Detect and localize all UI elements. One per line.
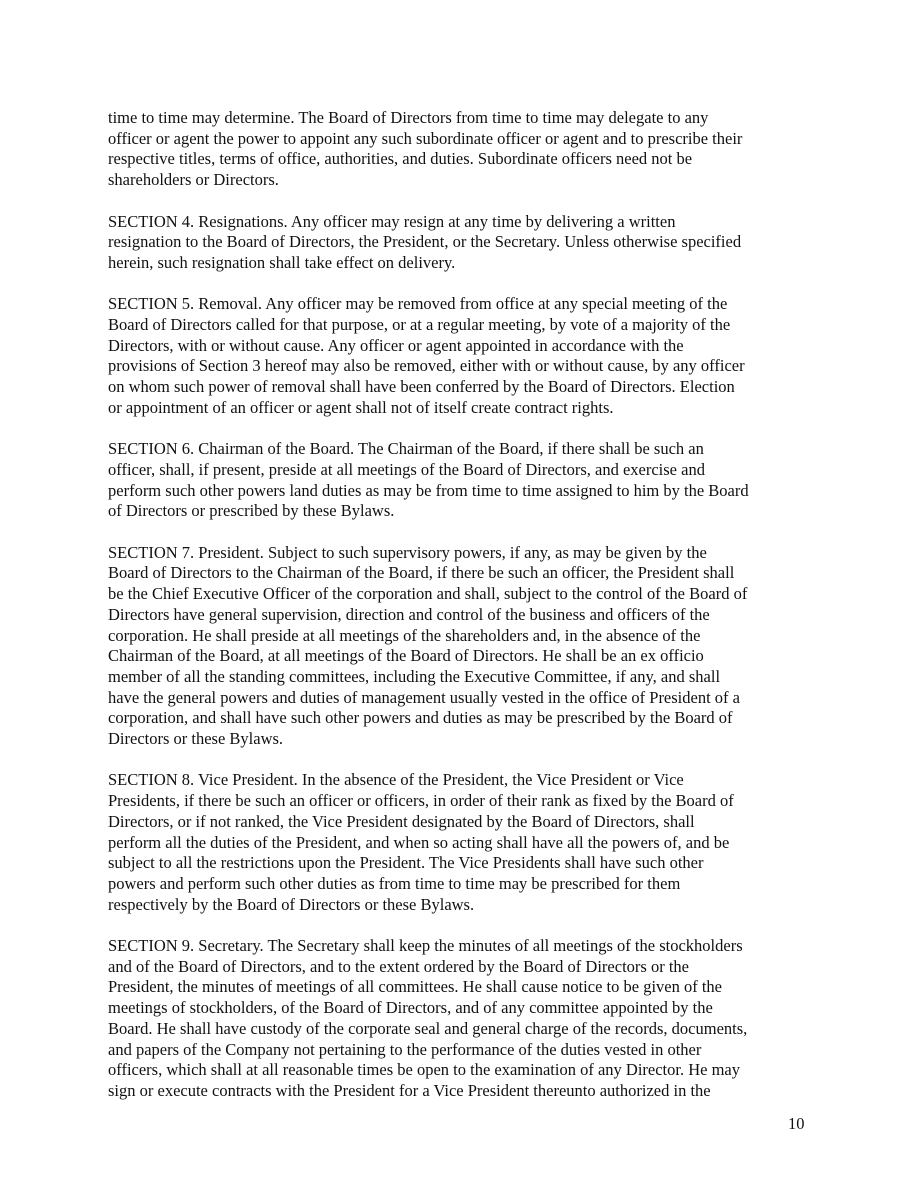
text-line: provisions of Section 3 hereof may also be removed, either with or without cause, by any officer xyxy=(108,356,745,376)
text-line: SECTION 7. President. Subject to such supervisory powers, if any, as may be given by the xyxy=(108,542,707,562)
text-line: Directors or these Bylaws. xyxy=(108,729,284,749)
text-line: perform such other powers land duties as may be from time to time assigned to him by the Board xyxy=(108,480,749,500)
body-text xyxy=(108,108,812,1122)
text-line: corporation. He shall preside at all meetings of the shareholders and, in the absence of the xyxy=(108,625,701,645)
text-line: SECTION 5. Removal. Any officer may be removed from office at any special meeting of the xyxy=(108,294,728,314)
text-line: resignation to the Board of Directors, the President, or the Secretary. Unless otherwise specified xyxy=(108,232,742,252)
text-line: officers, which shall at all reasonable times be open to the examination of any Director. He may xyxy=(108,1060,740,1080)
text-line: Directors have general supervision, direction and control of the business and officers of the xyxy=(108,604,710,624)
text-line: Board. He shall have custody of the corporate seal and general charge of the records, documents, xyxy=(108,1018,748,1038)
text-line: SECTION 4. Resignations. Any officer may resign at any time by delivering a written xyxy=(108,211,676,231)
text-line: and papers of the Company not pertaining to the performance of the duties vested in other xyxy=(108,1039,702,1059)
text-line: Board of Directors to the Chairman of the Board, if there be such an officer, the President shall xyxy=(108,563,735,583)
text-line: of Directors or prescribed by these Bylaws. xyxy=(108,501,395,521)
text-line: on whom such power of removal shall have been conferred by the Board of Directors. Election xyxy=(108,377,735,397)
text-line: meetings of stockholders, of the Board of Directors, and of any committee appointed by the xyxy=(108,998,713,1018)
text-line: Directors, or if not ranked, the Vice President designated by the Board of Directors, shall xyxy=(108,811,695,831)
section-8-vice-president xyxy=(108,770,812,915)
text-line: member of all the standing committees, including the Executive Committee, if any, and shall xyxy=(108,666,721,686)
text-line: SECTION 8. Vice President. In the absence of the President, the Vice President or Vice xyxy=(108,770,684,790)
text-line: be the Chief Executive Officer of the corporation and shall, subject to the control of the Board of xyxy=(108,584,748,604)
text-line: time to time may determine. The Board of Directors from time to time may delegate to any xyxy=(108,108,709,127)
text-line: officer, shall, if present, preside at all meetings of the Board of Directors, and exercise and xyxy=(108,459,705,479)
section-5-removal xyxy=(108,294,812,418)
text-line: Presidents, if there be such an officer or officers, in order of their rank as fixed by the Board of xyxy=(108,791,734,811)
section-7-president xyxy=(108,543,812,750)
section-6-chairman xyxy=(108,439,812,522)
text-line: subject to all the restrictions upon the President. The Vice Presidents shall have such other xyxy=(108,853,704,873)
text-line: sign or execute contracts with the President for a Vice President thereunto authorized in the xyxy=(108,1080,711,1100)
text-line: shareholders or Directors. xyxy=(108,170,279,190)
text-line: or appointment of an officer or agent shall not of itself create contract rights. xyxy=(108,397,614,417)
section-9-secretary xyxy=(108,936,812,1102)
text-line: respectively by the Board of Directors or these Bylaws. xyxy=(108,894,475,914)
text-line: and of the Board of Directors, and to the extent ordered by the Board of Directors or the xyxy=(108,956,689,976)
text-line: SECTION 9. Secretary. The Secretary shall keep the minutes of all meetings of the stockholders xyxy=(108,936,743,956)
text-line: corporation, and shall have such other powers and duties as may be prescribed by the Board of xyxy=(108,708,733,728)
text-line: powers and perform such other duties as from time to time may be prescribed for them xyxy=(108,873,681,893)
text-line: President, the minutes of meetings of all committees. He shall cause notice to be given of the xyxy=(108,977,723,997)
text-line: have the general powers and duties of management usually vested in the office of President of a xyxy=(108,687,740,707)
text-line: Directors, with or without cause. Any officer or agent appointed in accordance with the xyxy=(108,335,684,355)
page-number: 10 xyxy=(788,1114,805,1133)
text-line: Board of Directors called for that purpose, or at a regular meeting, by vote of a majority of the xyxy=(108,315,731,334)
section-4-resignations xyxy=(108,212,812,274)
text-line: Chairman of the Board, at all meetings of the Board of Directors. He shall be an ex officio xyxy=(108,646,704,666)
text-line: SECTION 6. Chairman of the Board. The Chairman of the Board, if there shall be such an xyxy=(108,439,704,459)
text-line: officer or agent the power to appoint any such subordinate officer or agent and to prescribe their xyxy=(108,128,743,148)
text-line: herein, such resignation shall take effect on delivery. xyxy=(108,252,456,272)
text-line: perform all the duties of the President, and when so acting shall have all the powers of, and be xyxy=(108,832,730,852)
text-line: respective titles, terms of office, authorities, and duties. Subordinate officers need not be xyxy=(108,149,693,169)
paragraph-continuation xyxy=(108,108,812,191)
